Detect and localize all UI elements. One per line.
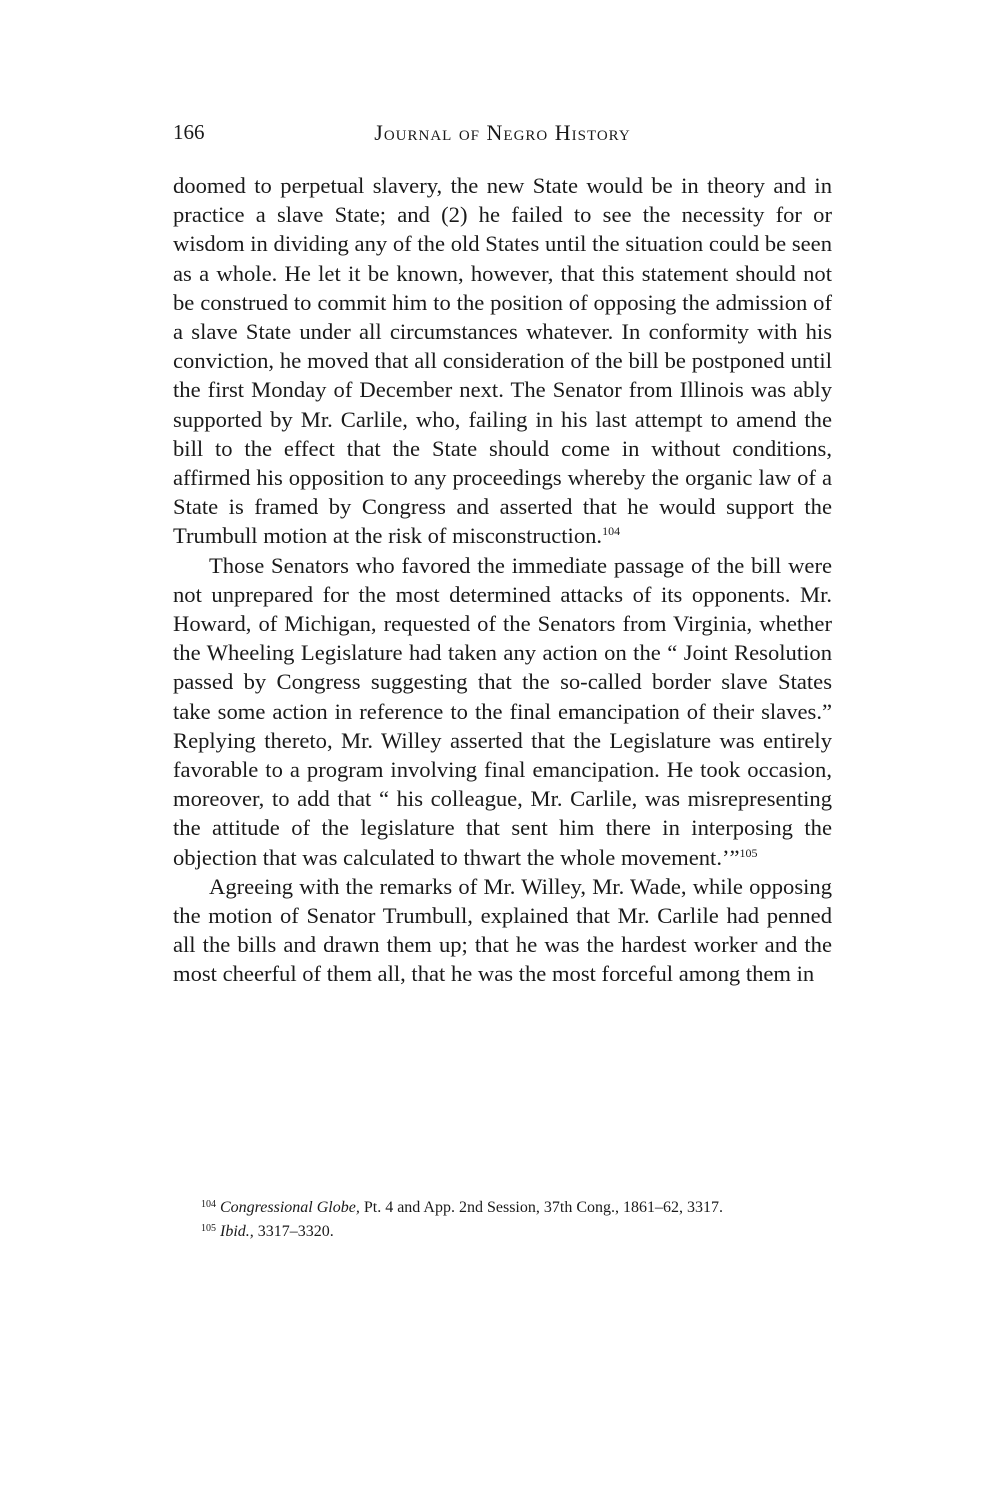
page-header <box>173 120 832 152</box>
paragraph-text: Agreeing with the remarks of Mr. Willey, Mr. Wade, while opposing the motion of Senator Trumbull, explained that Mr. Carlile had penned all the bills and drawn them up; that he was the hardest worker and the most cheerful of them all, that he was the most forceful among them in <box>173 873 832 987</box>
running-head: Journal of Negro History <box>374 120 631 145</box>
page-number: 166 <box>173 120 205 144</box>
footnote-104 <box>173 1196 832 1220</box>
paragraph-3 <box>173 872 832 989</box>
paragraph-text: doomed to perpetual slavery, the new State would be in theory and in practice a slave State; and (2) he failed to see the necessity for or wisdom in dividing any of the old States until the situation could be seen as a whole. He let it be known, however, that this statement should not be construed to commit him to the position of opposing the admission of a slave State under all circumstances whatever. In conformity with his conviction, he moved that all consideration of the bill be postponed until the first Monday of December next. The Senator from Illinois was ably supported by Mr. Carlile, who, failing in his last attempt to amend the bill to the effect that the State should come in without conditions, affirmed his opposition to any proceedings whereby the organic law of a State is framed by Congress and asserted that he would support the Trumbull motion at the risk of misconstruction. <box>173 173 832 549</box>
paragraph-1 <box>173 171 832 551</box>
paragraph-text: Those Senators who favored the immediate passage of the bill were not unprepared for the most determined attacks of its opponents. Mr. Howard, of Michigan, requested of the Senators from Virginia, whether the Wheeling Legislature had taken any action on the “ Joint Resolution passed by Congress suggesting that the so-called border slave States take some action in reference to the final emancipation of their slaves.” Replying thereto, Mr. Willey asserted that the Legislature was entirely favorable to a program involving final emancipation. He took occasion, moreover, to add that “ his colleague, Mr. Carlile, was misrepresenting the attitude of the legislature that sent him there in interposing the objection that was calculated to thwart the whole movement.’” <box>173 552 832 870</box>
footnote-ref-105: 105 <box>739 845 758 860</box>
body-text <box>173 171 832 989</box>
footnotes <box>173 1196 832 1244</box>
footnote-ref-104: 104 <box>602 524 621 539</box>
footnote-number: 104 <box>201 1199 216 1210</box>
footnote-number: 105 <box>201 1223 216 1234</box>
footnote-source-title: Ibid., <box>220 1223 254 1240</box>
footnote-105 <box>173 1220 832 1244</box>
paragraph-2 <box>173 551 832 872</box>
footnote-text: 3317–3320. <box>253 1223 334 1240</box>
footnote-text: Pt. 4 and App. 2nd Session, 37th Cong., 1861–62, 3317. <box>359 1199 723 1216</box>
footnote-source-title: Congressional Globe, <box>220 1199 360 1216</box>
